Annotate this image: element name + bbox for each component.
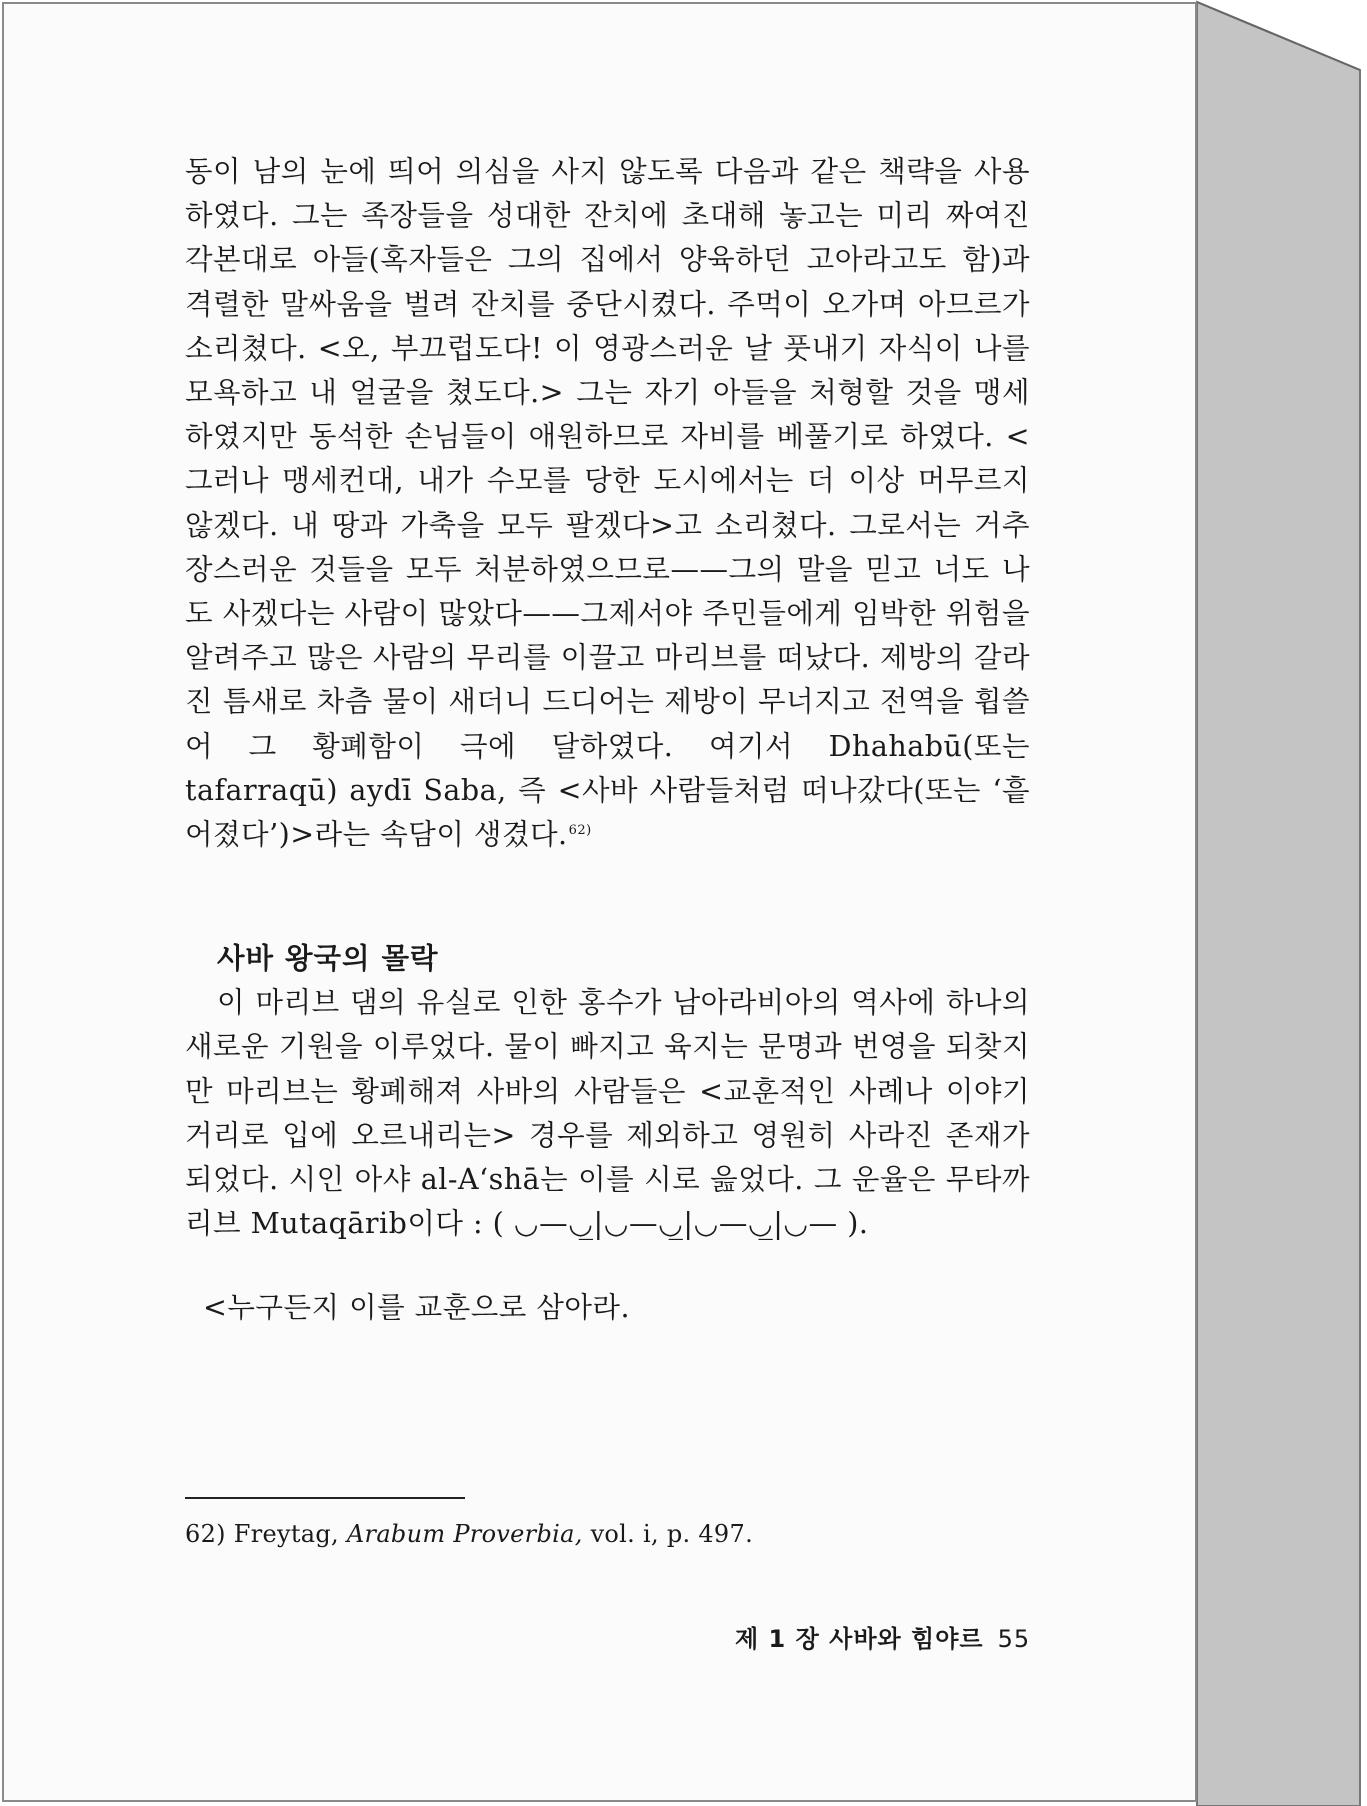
- section-heading: 사바 왕국의 몰락: [217, 942, 439, 976]
- footnote-detail: vol. i, p. 497.: [590, 1520, 753, 1548]
- footnote: [185, 1517, 753, 1551]
- poem-quote: <누구든지 이를 교훈으로 삼아라.: [203, 1291, 631, 1325]
- footnote-title: Arabum Proverbia,: [346, 1520, 583, 1548]
- chapter-title: 제 1 장 사바와 힘야르: [735, 1625, 984, 1653]
- paragraph-1-text: 동이 남의 눈에 띄어 의심을 사지 않도록 다음과 같은 책략을 사용하였다. 그는 족장들을 성대한 잔치에 초대해 놓고는 미리 짜여진 각본대로 아들(혹자들은 그의 집에서 양육하던 고아라고도 함)과 격렬한 말싸움을 벌려 잔치를 중단시켰다. 주먹이 오가며 아므르가 소리쳤다. <오, 부끄럽도다! 이 영광스러운 날 풋내기 자식이 나를 모욕하고 내 얼굴을 쳤도다.> 그는 자기 아들을 처형할 것을 맹세하였지만 동석한 손님들이 애원하므로 자비를 베풀기로 하였다. <그러나 맹세컨대, 내가 수모를 당한 도시에서는 더 이상 머무르지 않겠다. 내 땅과 가축을 모두 팔겠다>고 소리쳤다. 그로서는 거추장스러운 것들을 모두 처분하였으므로——그의 말을 믿고 너도 나도 사겠다는 사람이 많았다——그제서야 주민들에게 임박한 위험을 알려주고 많은 사람의 무리를 이끌고 마리브를 떠났다. 제방의 갈라진 틈새로 차츰 물이 새더니 드디어는 제방이 무너지고 전역을 휩쓸어 그 황폐함이 극에 달하였다. 여기서 Dhahabū(또는 tafarraqū) aydī Saba, 즉 <사바 사람들처럼 떠나갔다(또는 ‘흩어졌다’)>라는 속담이 생겼다.: [185, 155, 1030, 852]
- footnote-author: Freytag,: [233, 1520, 339, 1548]
- page-body: [185, 150, 1030, 1330]
- running-footer: [735, 1622, 1030, 1656]
- paragraph-2: 이 마리브 댐의 유실로 인한 홍수가 남아라비아의 역사에 하나의 새로운 기원을 이루었다. 물이 빠지고 육지는 문명과 번영을 되찾지만 마리브는 황폐해져 사바의 사람들은 <교훈적인 사례나 이야기거리로 입에 오르내리는> 경우를 제외하고 영원히 사라진 존재가 되었다. 시인 아샤 al-A‘shā는 이를 시로 읊었다. 그 운율은 무타까리브 Mutaqārib이다 : ( ◡—◡̲|◡—◡̲|◡—◡̲|◡— ).: [185, 986, 1030, 1241]
- paragraph-1: [185, 150, 1030, 857]
- footnote-divider: [185, 1497, 465, 1499]
- footnote-number: 62): [185, 1520, 226, 1548]
- page-number: 55: [997, 1625, 1031, 1653]
- footnote-marker: 62): [568, 822, 592, 838]
